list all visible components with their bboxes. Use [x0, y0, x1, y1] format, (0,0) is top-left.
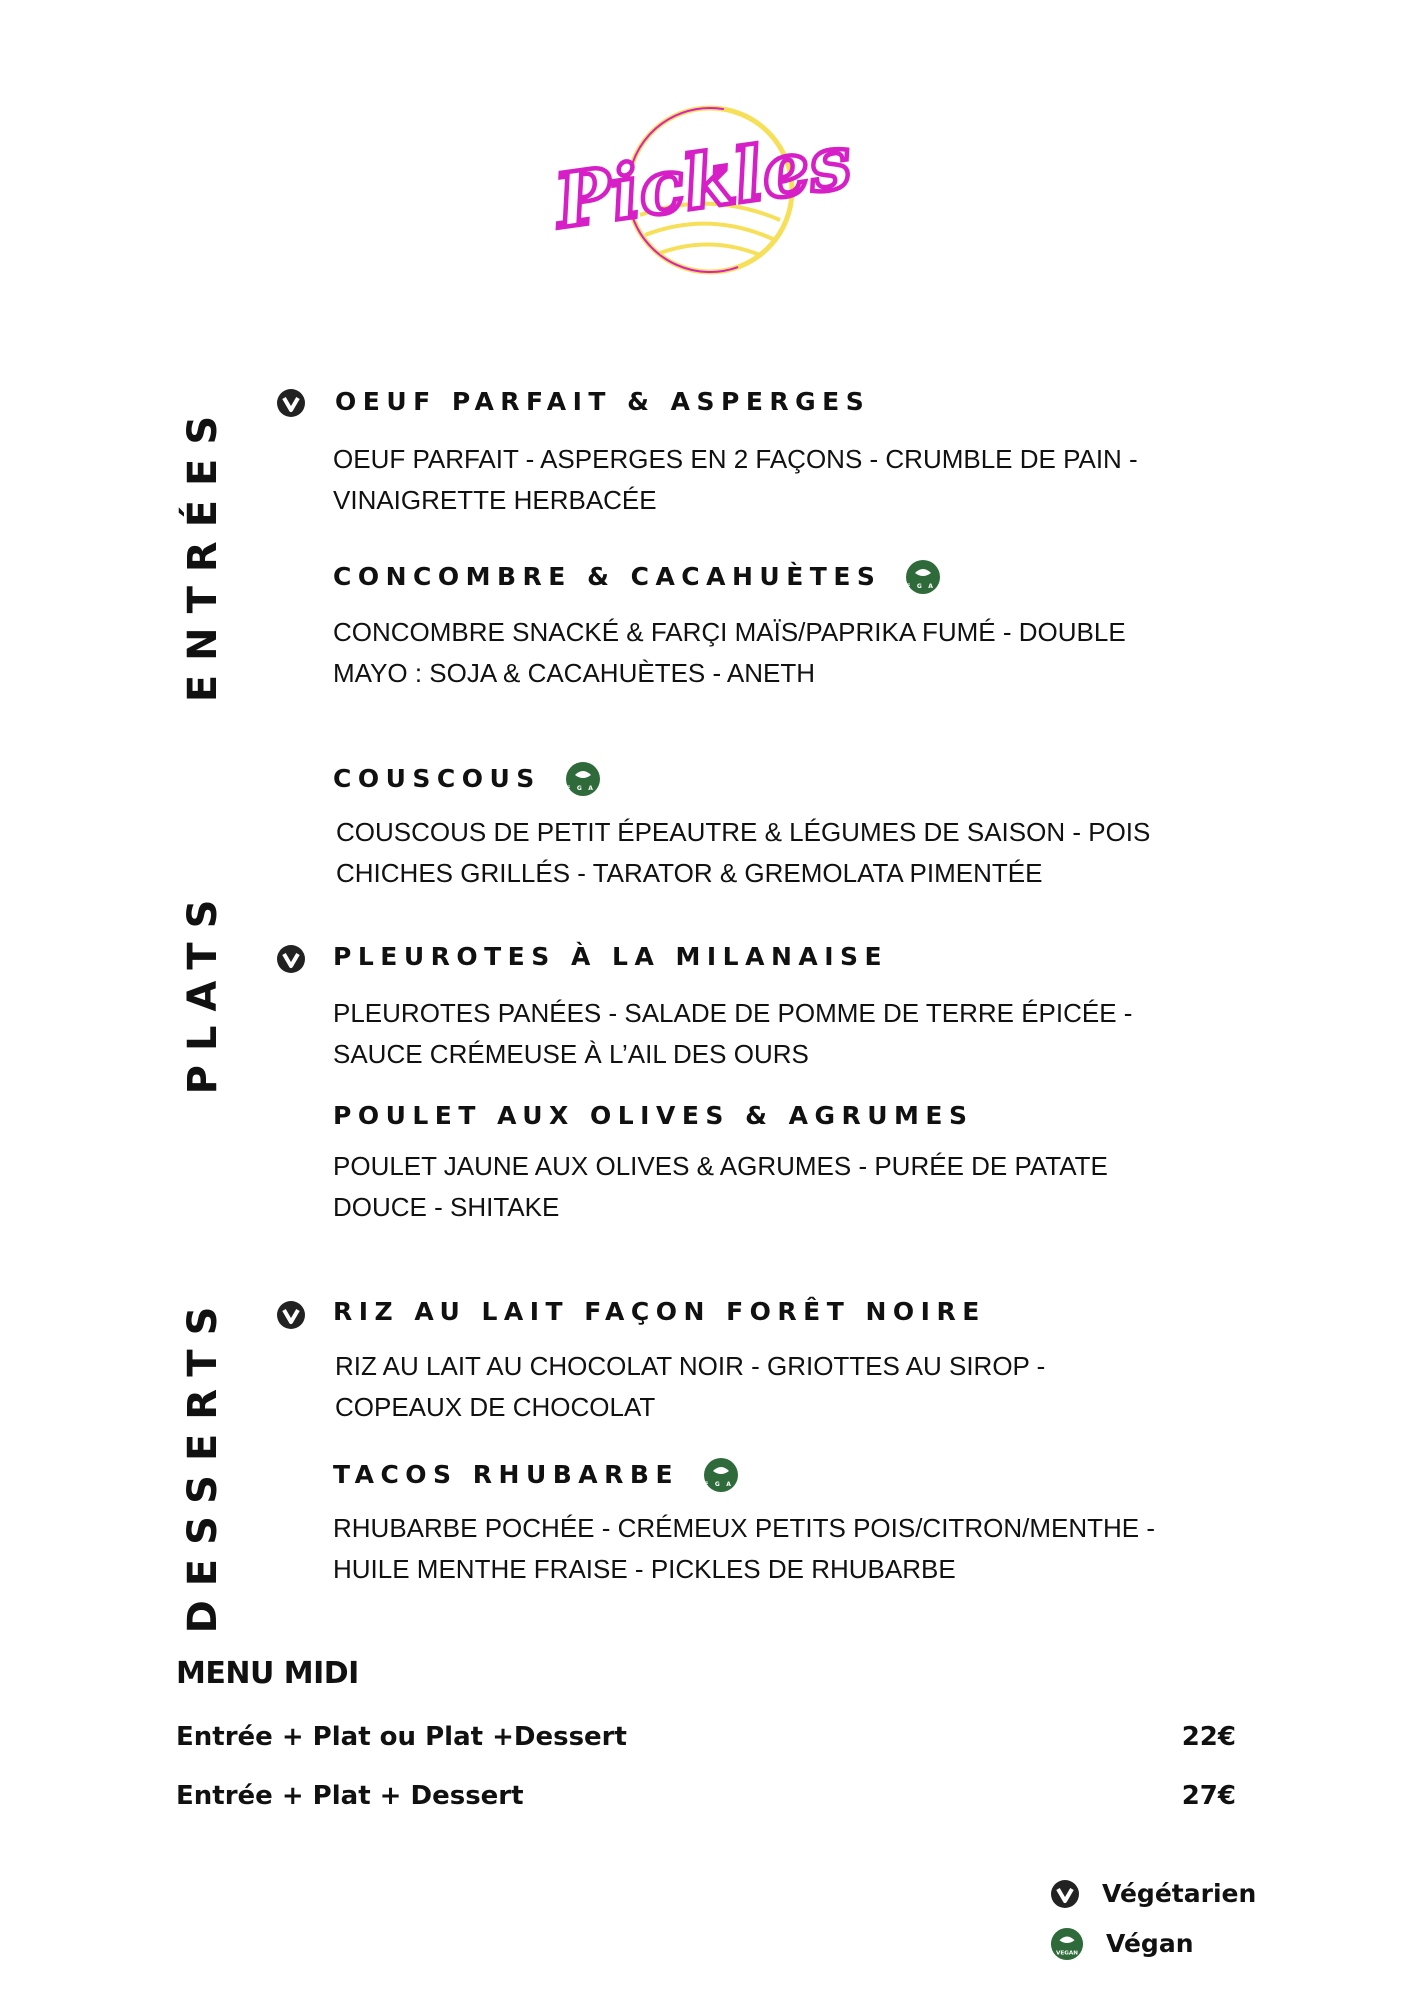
- menu-item: [333, 941, 888, 973]
- vegan-badge-text: VEGAN: [554, 785, 611, 792]
- menu-offer-row: [176, 1720, 1236, 1754]
- menu-item: [333, 1100, 974, 1132]
- legend-label: Végan: [1106, 1929, 1194, 1958]
- legend-vegan: [1050, 1926, 1194, 1962]
- vegetarian-icon: [276, 388, 306, 418]
- pickles-logo: [550, 95, 857, 285]
- section-label-entrees: ENTRÉES: [180, 401, 226, 703]
- menu-item: [333, 1296, 986, 1328]
- desc-line: COUSCOUS DE PETIT ÉPEAUTRE & LÉGUMES DE SAISON - POIS: [336, 817, 1151, 847]
- menu-item: [333, 561, 952, 593]
- desc-line: RIZ AU LAIT AU CHOCOLAT NOIR - GRIOTTES AU SIROP -: [335, 1351, 1046, 1381]
- item-title: CONCOMBRE & CACAHUÈTES: [333, 562, 882, 591]
- offer-price: 22€: [1181, 1722, 1236, 1752]
- menu-item-description: [333, 1508, 1193, 1590]
- vegan-badge-text: VEGAN: [693, 1481, 749, 1488]
- menu-midi-heading: MENU MIDI: [176, 1656, 359, 1691]
- menu-item-description: [333, 993, 1193, 1075]
- desc-line: HUILE MENTHE FRAISE - PICKLES DE RHUBARBE: [333, 1554, 956, 1584]
- offer-label: Entrée + Plat + Dessert: [176, 1781, 524, 1811]
- vegetarian-icon: [276, 944, 306, 974]
- vegan-icon: [895, 559, 952, 595]
- desc-line: SAUCE CRÉMEUSE À L’AIL DES OURS: [333, 1039, 809, 1069]
- item-title: TACOS RHUBARBE: [333, 1460, 680, 1489]
- desc-line: MAYO : SOJA & CACAHUÈTES - ANETH: [333, 658, 816, 688]
- desc-line: CHICHES GRILLÉS - TARATOR & GREMOLATA PIMENTÉE: [336, 858, 1043, 888]
- section-label-desserts: DESSERTS: [180, 1292, 226, 1634]
- vegetarian-icon: [1050, 1879, 1080, 1909]
- legend-vegetarian: [1050, 1876, 1256, 1912]
- item-title: RIZ AU LAIT FAÇON FORÊT NOIRE: [333, 1297, 986, 1326]
- vegan-icon: [1050, 1927, 1084, 1961]
- section-label-plats: PLATS: [180, 885, 226, 1095]
- menu-item-description: [335, 1346, 1195, 1428]
- menu-offer-row: [176, 1779, 1236, 1813]
- item-title: OEUF PARFAIT & ASPERGES: [335, 387, 871, 416]
- menu-item-description: [333, 1146, 1193, 1228]
- menu-item-description: [333, 439, 1193, 521]
- item-title: PLEUROTES À LA MILANAISE: [333, 942, 889, 971]
- desc-line: DOUCE - SHITAKE: [333, 1192, 560, 1222]
- menu-item-description: [336, 812, 1196, 894]
- desc-line: OEUF PARFAIT - ASPERGES EN 2 FAÇONS - CRUMBLE DE PAIN -: [333, 444, 1138, 474]
- item-title: COUSCOUS: [333, 764, 541, 793]
- legend-label: Végétarien: [1102, 1879, 1257, 1908]
- menu-item-description: [333, 612, 1193, 694]
- vegan-icon: [554, 761, 611, 797]
- desc-line: COPEAUX DE CHOCOLAT: [335, 1392, 656, 1422]
- vegan-badge-text: VEGAN: [895, 583, 952, 590]
- desc-line: CONCOMBRE SNACKÉ & FARÇI MAÏS/PAPRIKA FUMÉ - DOUBLE: [333, 617, 1126, 647]
- offer-price: 27€: [1181, 1781, 1236, 1811]
- item-title: POULET AUX OLIVES & AGRUMES: [333, 1101, 974, 1130]
- menu-item: [333, 763, 611, 795]
- desc-line: RHUBARBE POCHÉE - CRÉMEUX PETITS POIS/CITRON/MENTHE -: [333, 1513, 1155, 1543]
- logo-wordmark: Pickles: [550, 118, 857, 246]
- menu-item: [335, 386, 870, 418]
- offer-label: Entrée + Plat ou Plat +Dessert: [176, 1722, 627, 1752]
- menu-item: [333, 1459, 749, 1491]
- desc-line: VINAIGRETTE HERBACÉE: [333, 485, 657, 515]
- vegetarian-icon: [276, 1300, 306, 1330]
- desc-line: PLEUROTES PANÉES - SALADE DE POMME DE TERRE ÉPICÉE -: [333, 998, 1133, 1028]
- vegan-badge-text: VEGAN: [1056, 1950, 1078, 1957]
- vegan-icon: [693, 1457, 749, 1493]
- desc-line: POULET JAUNE AUX OLIVES & AGRUMES - PURÉE DE PATATE: [333, 1151, 1108, 1181]
